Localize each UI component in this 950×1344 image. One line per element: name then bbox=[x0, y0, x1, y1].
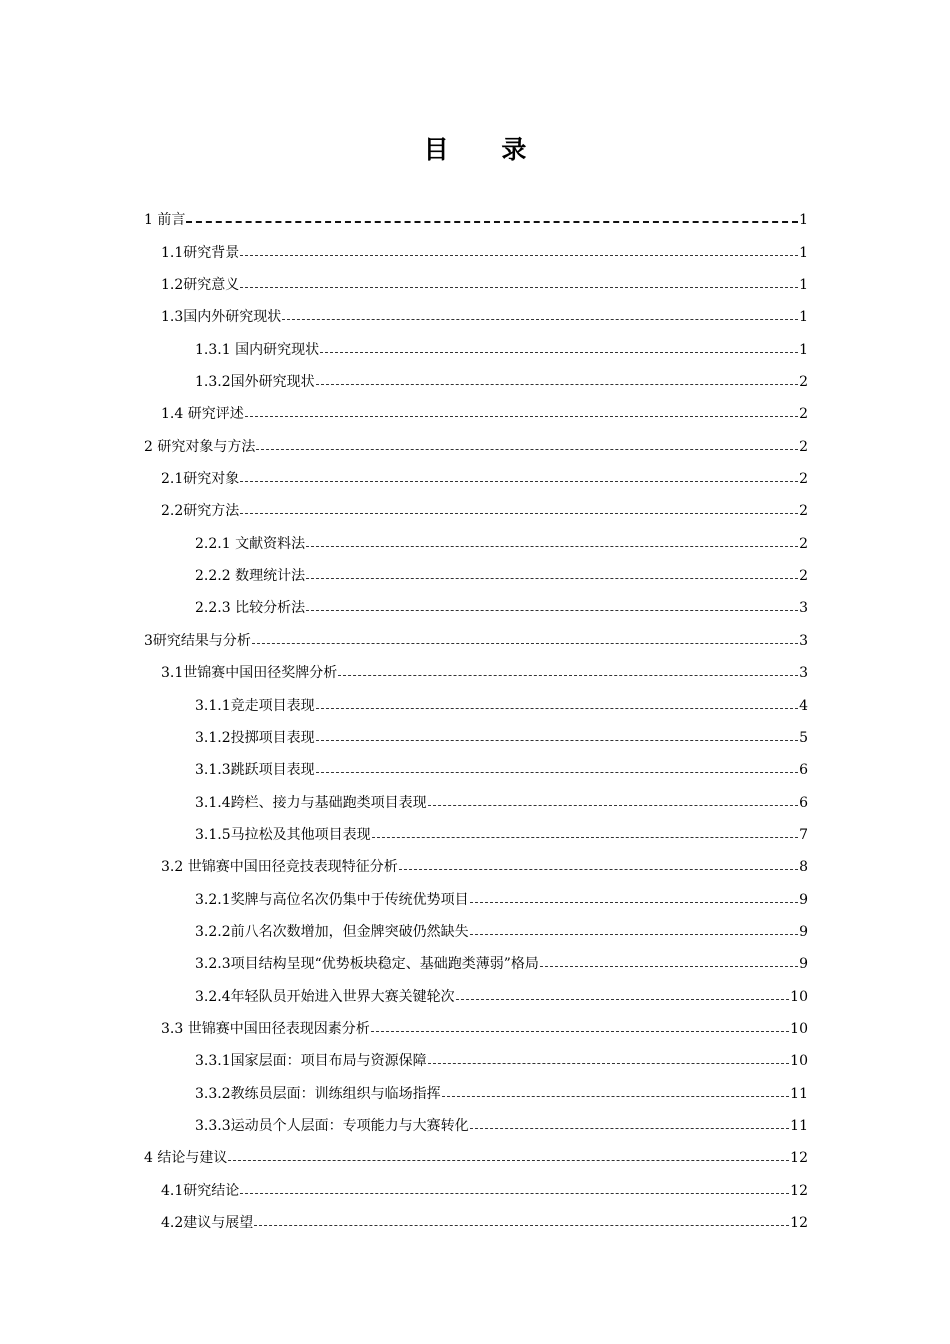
toc-entry[interactable] bbox=[144, 617, 808, 649]
toc-entry-label: 3.2 世锦赛中国田径竞技表现特征分析 bbox=[161, 859, 398, 876]
toc-entry-page-number: 3 bbox=[799, 632, 808, 649]
toc-entry-page-number: 3 bbox=[799, 665, 808, 682]
toc-entry[interactable] bbox=[144, 973, 808, 1005]
toc-entry-label: 3.3.2教练员层面：训练组织与临场指挥 bbox=[195, 1085, 441, 1102]
toc-entry[interactable] bbox=[144, 488, 808, 520]
toc-entry[interactable] bbox=[144, 262, 808, 294]
toc-entry-label: 1.2研究意义 bbox=[161, 277, 240, 294]
toc-entry[interactable] bbox=[144, 876, 808, 908]
toc-entry-label: 3.2.4年轻队员开始进入世界大赛关键轮次 bbox=[195, 988, 455, 1005]
toc-entry-label: 1.3.1 国内研究现状 bbox=[195, 341, 320, 358]
toc-entry[interactable] bbox=[144, 682, 808, 714]
toc-leader-dashes bbox=[470, 934, 798, 935]
toc-entry-page-number: 7 bbox=[799, 826, 808, 843]
toc-entry-label: 2.2.3 比较分析法 bbox=[195, 600, 306, 617]
toc-leader-dashes bbox=[252, 643, 798, 644]
toc-entry-label: 3.1.4跨栏、接力与基础跑类项目表现 bbox=[195, 794, 427, 811]
toc-entry[interactable] bbox=[144, 197, 808, 229]
toc-leader-dashes bbox=[240, 481, 798, 482]
toc-entry-label: 3.1.2投掷项目表现 bbox=[195, 729, 315, 746]
toc-entry[interactable] bbox=[144, 909, 808, 941]
toc-entry[interactable] bbox=[144, 779, 808, 811]
toc-entry-page-number: 2 bbox=[799, 535, 808, 552]
toc-leader-dashes bbox=[240, 513, 798, 514]
toc-leader-dashes bbox=[456, 999, 790, 1000]
toc-entry-page-number: 12 bbox=[790, 1150, 808, 1167]
toc-entry-label: 2.2.2 数理统计法 bbox=[195, 568, 306, 585]
toc-entry-label: 2 研究对象与方法 bbox=[144, 438, 256, 455]
toc-entry[interactable] bbox=[144, 941, 808, 973]
toc-entry[interactable] bbox=[144, 326, 808, 358]
toc-entry[interactable] bbox=[144, 1070, 808, 1102]
toc-entry-label: 3.1.1竞走项目表现 bbox=[195, 697, 315, 714]
toc-entry-label: 1.4 研究评述 bbox=[161, 406, 244, 423]
toc-entry[interactable] bbox=[144, 229, 808, 261]
toc-entry[interactable] bbox=[144, 553, 808, 585]
toc-entry-page-number: 5 bbox=[799, 729, 808, 746]
toc-leader-dashes bbox=[338, 675, 798, 676]
toc-entry[interactable] bbox=[144, 359, 808, 391]
toc-leader-dashes bbox=[306, 578, 798, 579]
toc-entry-label: 4.1研究结论 bbox=[161, 1182, 240, 1199]
toc-leader-dashes bbox=[399, 869, 798, 870]
toc-leader-dashes bbox=[240, 287, 798, 288]
toc-entry-label: 2.1研究对象 bbox=[161, 471, 240, 488]
toc-entry[interactable] bbox=[144, 391, 808, 423]
toc-entry[interactable] bbox=[144, 812, 808, 844]
toc-leader-dashes bbox=[371, 1031, 789, 1032]
toc-entry-label: 3研究结果与分析 bbox=[144, 632, 251, 649]
page-title: 目 录 bbox=[423, 135, 549, 164]
toc-entry[interactable] bbox=[144, 844, 808, 876]
toc-entry-page-number: 10 bbox=[790, 988, 808, 1005]
toc-leader-dashes bbox=[282, 319, 798, 320]
toc-entry-label: 3.1.5马拉松及其他项目表现 bbox=[195, 826, 371, 843]
toc-leader-dashes bbox=[316, 740, 798, 741]
toc-entry-page-number: 9 bbox=[799, 891, 808, 908]
toc-leader-dashes bbox=[442, 1096, 790, 1097]
toc-leader-dashes bbox=[470, 902, 798, 903]
toc-leader-dashes bbox=[320, 352, 798, 353]
toc-entry-page-number: 10 bbox=[790, 1020, 808, 1037]
toc-entry[interactable] bbox=[144, 715, 808, 747]
toc-entry[interactable] bbox=[144, 1135, 808, 1167]
toc-leader-dashes bbox=[186, 221, 798, 223]
toc-entry-page-number: 3 bbox=[799, 600, 808, 617]
toc-leader-dashes bbox=[306, 610, 798, 611]
toc-entry-label: 4 结论与建议 bbox=[144, 1150, 228, 1167]
toc-entry-label: 2.2.1 文献资料法 bbox=[195, 535, 306, 552]
toc-entry[interactable] bbox=[144, 1006, 808, 1038]
toc-entry-label: 3.3 世锦赛中国田径表现因素分析 bbox=[161, 1020, 370, 1037]
toc-entry-label: 1 前言 bbox=[144, 212, 186, 229]
toc-entry-page-number: 2 bbox=[799, 503, 808, 520]
toc-entry-label: 3.3.3运动员个人层面：专项能力与大赛转化 bbox=[195, 1117, 469, 1134]
toc-entry-page-number: 1 bbox=[799, 212, 808, 229]
toc-leader-dashes bbox=[428, 805, 798, 806]
toc-entry-page-number: 12 bbox=[790, 1215, 808, 1231]
toc-entry-label: 3.2.3项目结构呈现“优势板块稳定、基础跑类薄弱”格局 bbox=[195, 956, 539, 973]
toc-entry-label: 2.2研究方法 bbox=[161, 503, 240, 520]
toc-leader-dashes bbox=[245, 416, 798, 417]
toc-entry-label: 3.2.2前八名次数增加，但金牌突破仍然缺失 bbox=[195, 923, 469, 940]
toc-entry-page-number: 1 bbox=[799, 277, 808, 294]
toc-entry-label: 1.3国内外研究现状 bbox=[161, 309, 282, 326]
toc-entry[interactable] bbox=[144, 456, 808, 488]
toc-entry-label: 3.3.1国家层面：项目布局与资源保障 bbox=[195, 1053, 427, 1070]
toc-leader-dashes bbox=[256, 449, 798, 450]
toc-entry-label: 4.2建议与展望 bbox=[161, 1215, 254, 1231]
toc-entry-page-number: 6 bbox=[799, 794, 808, 811]
toc-leader-dashes bbox=[306, 546, 798, 547]
toc-leader-dashes bbox=[316, 384, 798, 385]
toc-entry-page-number: 2 bbox=[799, 406, 808, 423]
toc-entry-page-number: 1 bbox=[799, 341, 808, 358]
toc-leader-dashes bbox=[540, 966, 798, 967]
toc-entry[interactable] bbox=[144, 650, 808, 682]
toc-entry[interactable] bbox=[144, 520, 808, 552]
toc-leader-dashes bbox=[228, 1160, 789, 1161]
toc-leader-dashes bbox=[240, 1193, 789, 1194]
toc-entry-page-number: 11 bbox=[790, 1117, 808, 1134]
toc-entry-label: 1.1研究背景 bbox=[161, 244, 240, 261]
toc-leader-dashes bbox=[316, 772, 798, 773]
toc-leader-dashes bbox=[428, 1063, 790, 1064]
toc-entry-label: 3.1世锦赛中国田径奖牌分析 bbox=[161, 665, 338, 682]
toc-leader-dashes bbox=[372, 837, 798, 838]
toc-entry[interactable] bbox=[144, 294, 808, 326]
toc-entry-page-number: 2 bbox=[799, 374, 808, 391]
toc-entry-page-number: 11 bbox=[790, 1085, 808, 1102]
toc-leader-dashes bbox=[316, 708, 798, 709]
toc-entry-page-number: 12 bbox=[790, 1182, 808, 1199]
toc-entry-page-number: 6 bbox=[799, 762, 808, 779]
toc-entry[interactable] bbox=[144, 423, 808, 455]
toc-entry[interactable] bbox=[144, 1038, 808, 1070]
toc-entry-page-number: 2 bbox=[799, 471, 808, 488]
toc-entry-page-number: 1 bbox=[799, 244, 808, 261]
table-of-contents bbox=[144, 197, 808, 1232]
toc-leader-dashes bbox=[240, 255, 798, 256]
toc-entry[interactable] bbox=[144, 1103, 808, 1135]
toc-entry-page-number: 1 bbox=[799, 309, 808, 326]
toc-entry-page-number: 9 bbox=[799, 923, 808, 940]
toc-entry[interactable] bbox=[144, 747, 808, 779]
toc-leader-dashes bbox=[470, 1128, 790, 1129]
toc-entry-label: 3.1.3跳跃项目表现 bbox=[195, 762, 315, 779]
toc-entry[interactable] bbox=[144, 585, 808, 617]
toc-entry-page-number: 8 bbox=[799, 859, 808, 876]
toc-entry[interactable] bbox=[144, 1200, 808, 1232]
toc-entry-page-number: 10 bbox=[790, 1053, 808, 1070]
toc-entry-page-number: 2 bbox=[799, 438, 808, 455]
toc-entry-page-number: 9 bbox=[799, 956, 808, 973]
toc-entry-page-number: 2 bbox=[799, 568, 808, 585]
toc-leader-dashes bbox=[254, 1225, 789, 1226]
toc-entry-label: 1.3.2国外研究现状 bbox=[195, 374, 315, 391]
toc-entry-page-number: 4 bbox=[799, 697, 808, 714]
toc-entry-label: 3.2.1奖牌与高位名次仍集中于传统优势项目 bbox=[195, 891, 469, 908]
toc-entry[interactable] bbox=[144, 1167, 808, 1199]
